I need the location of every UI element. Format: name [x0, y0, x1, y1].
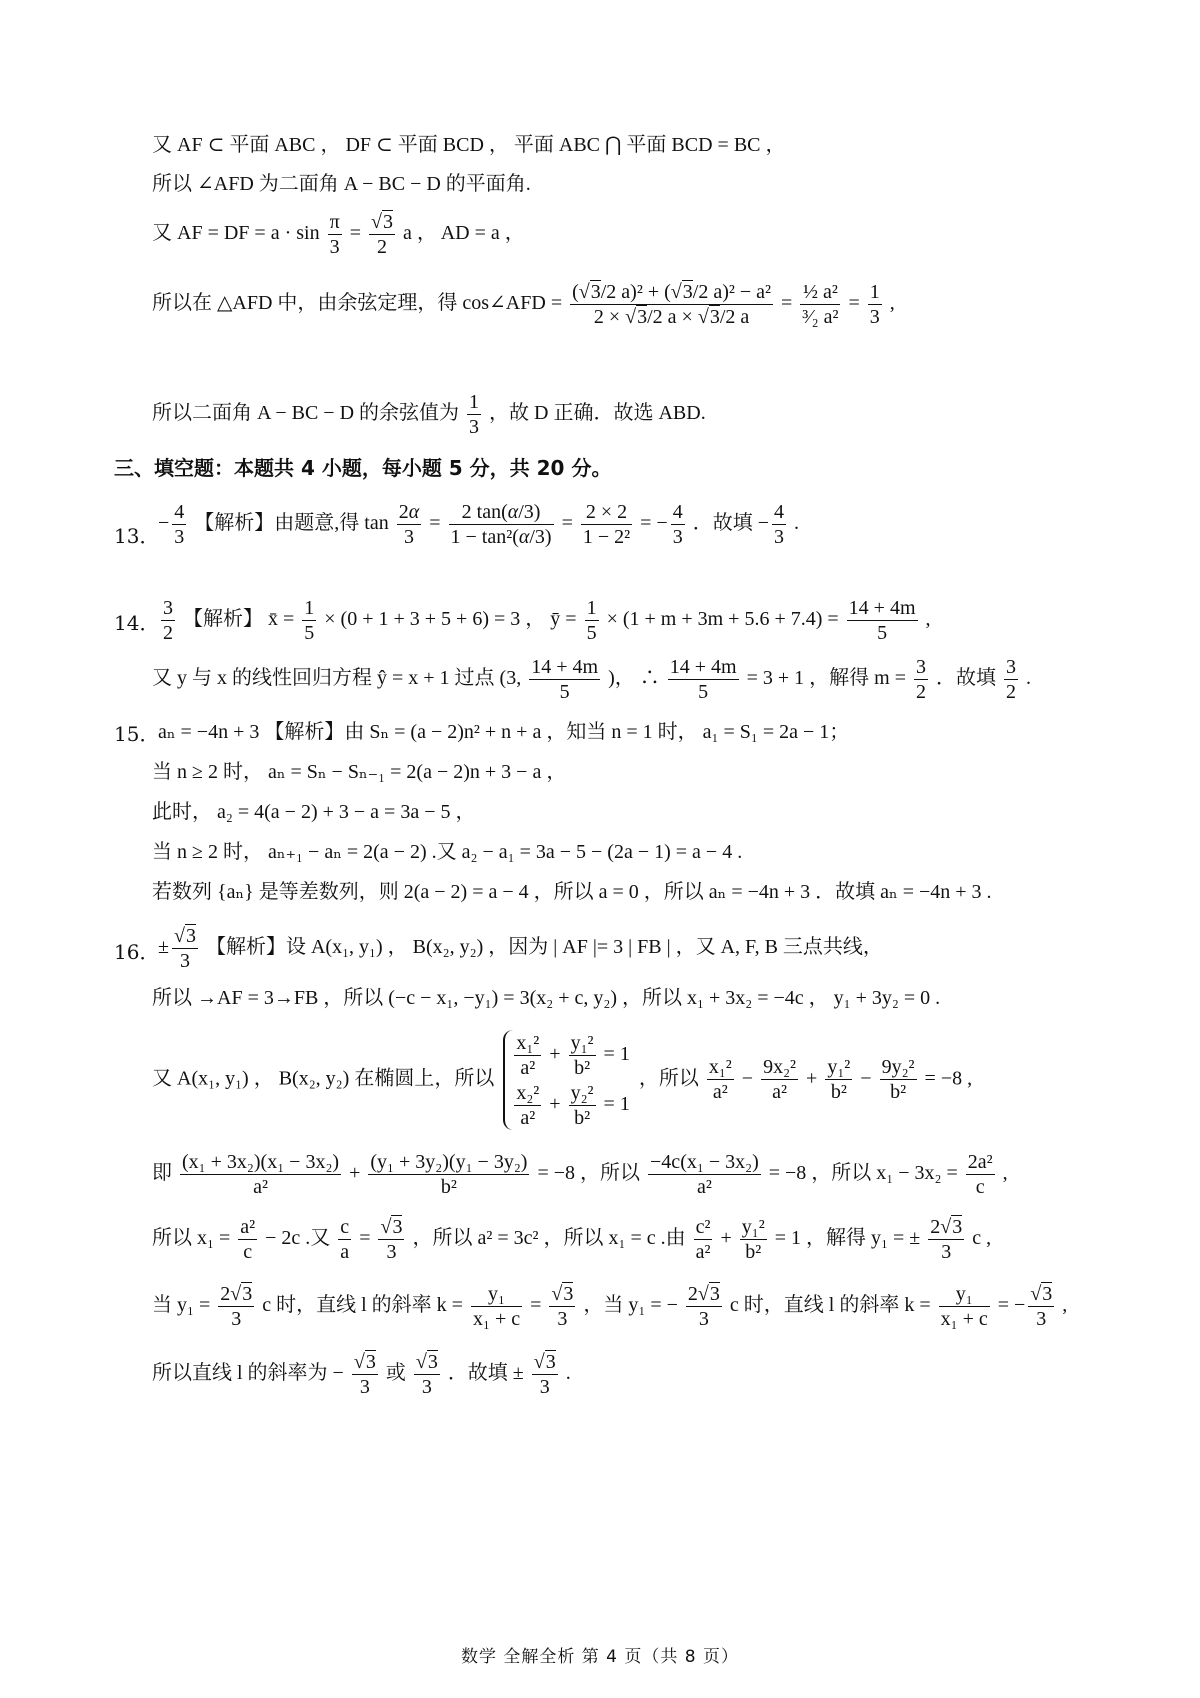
q15-line-3: 此时， a₂ = 4(a − 2) + 3 − a = 3a − 5 ， [152, 801, 476, 823]
q14-line-1: $\frac{3}{2}$ 【解析】 x̄ = $\frac{1}{5}$ × (0 + 1 + 3 + 5 + 6) = 3 ， ȳ = $\frac{1}{5}$ × (1 + m + 3m + 5.6 + 7.4) = $\frac{14 + 4m}{5}$ , [163, 597, 931, 644]
line-3: 又 AF = DF = a · sin $\frac{\pi}{3}$ = $\frac{√3}{2}$ a ， AD = a ， [152, 211, 525, 258]
q15-number: 15． [114, 722, 160, 746]
line-2: 所以 ∠AFD 为二面角 A − BC − D 的平面角. [152, 173, 531, 195]
q15-line-1: aₙ = −4n + 3 【解析】由 Sₙ = (a − 2)n² + n + a ，知当 n = 1 时， a₁ = S₁ = 2a − 1； [158, 721, 850, 743]
section-heading: 三、填空题：本题共 4 小题，每小题 5 分，共 20 分。 [114, 456, 612, 480]
q16-line-1: ± $\frac{√3}{3}$ 【解析】设 A(x₁, y₁) ， B(x₂, y₂) ，因为 | AF |= 3 | FB | ，又 A, F, B 三点共线， [158, 925, 883, 972]
page-footer: 数学 全解全析 第 4 页（共 8 页） [460, 1647, 740, 1667]
q13-number: 13． [114, 524, 160, 548]
q16-line-3: 又 A(x₁, y₁) ， B(x₂, y₂) 在椭圆上，所以 $\frac{\text{x₁²}}{\text{a²}}$ + $\frac{\text{y₁²}}{\text{b²}}$ = 1 $\frac{\text{x₂²}}{\text{a²}}$ + $\frac{\text{y₂²}}{\text{b²}}$ = 1 ，所以 $\frac{\text{x₁²}}{\text{a²}}$ − $\frac{\text{9x₂²}}{\text{a²}}$ + $\frac{\text{y₁²}}{\text{b²}}$ − $\frac{\text{9y₂²}}{\text{b²}}$ = −8 , [152, 1031, 973, 1129]
q15-line-5: 若数列 {aₙ} 是等差数列，则 2(a − 2) = a − 4 ，所以 a = 0 ，所以 aₙ = −4n + 3 ．故填 aₙ = −4n + 3 . [152, 881, 992, 903]
q15-line-4: 当 n ≥ 2 时， aₙ₊₁ − aₙ = 2(a − 2) .又 a₂ − a₁ = 3a − 5 − (2a − 1) = a − 4 . [152, 841, 743, 863]
q16-line-7: 所以直线 l 的斜率为 − $\frac{√3}{3}$ 或 $\frac{√3}{3}$ ．故填 ± $\frac{√3}{3}$ . [152, 1351, 571, 1398]
q13-solution: − $\frac{4}{3}$ 【解析】由题意,得 tan $\frac{2\alpha}{3}$ = $\frac{2 \tan(\alpha/3)}{\text{1 − tan²(α/3)}}$ = $\frac{2 \times 2}{\text{1 − 2²}}$ = − $\frac{4}{3}$ ．故填 − $\frac{4}{3}$ . [158, 501, 799, 548]
line-4-cosine: 所以在 △AFD 中，由余弦定理，得 cos∠AFD = $\frac{\text{(√3/2 a)² + (√3/2 a)² − a²}}{2 \times √3/2 a \times √3/2 a}$ = $\frac{\text{½ a²}}{\text{³⁄₂ a²}}$ = $\frac{1}{3}$ , [152, 281, 895, 328]
q16-line-4: 即 $\frac{\text{(x₁ + 3x₂)(x₁ − 3x₂)}}{\text{a²}}$ + $\frac{\text{(y₁ + 3y₂)(y₁ − 3y₂)}}{\text{b²}}$ = −8 ，所以 $\frac{\text{−4c(x₁ − 3x₂)}}{\text{a²}}$ = −8 ，所以 x₁ − 3x₂ = $\frac{\text{2a²}}{c}$ , [152, 1151, 1008, 1198]
line-5-conclusion: 所以二面角 A − BC − D 的余弦值为 $\frac{1}{3}$ ，故 D 正确．故选 ABD. [152, 391, 706, 438]
q14-line-2: 又 y 与 x 的线性回归方程 ŷ = x + 1 过点 (3, $\frac{14 + 4m}{5}$ )， ∴ $\frac{14 + 4m}{5}$ = 3 + 1 ，解得 m = $\frac{3}{2}$ ．故填 $\frac{3}{2}$ . [152, 656, 1031, 703]
q16-line-5: 所以 x₁ = $\frac{\text{a²}}{c}$ − 2c .又 $\frac{c}{a}$ = $\frac{√3}{3}$ ，所以 a² = 3c² ，所以 x₁ = c .由 $\frac{\text{c²}}{\text{a²}}$ + $\frac{\text{y₁²}}{\text{b²}}$ = 1 ，解得 y₁ = ± $\frac{2√3}{3}$ c , [152, 1216, 992, 1263]
q16-line-2: 所以 →AF = 3→FB ，所以 (−c − x₁, −y₁) = 3(x₂ + c, y₂) ，所以 x₁ + 3x₂ = −4c ， y₁ + 3y₂ = 0 . [152, 987, 941, 1009]
equation-system: $\frac{\text{x₁²}}{\text{a²}}$ + $\frac{\text{y₁²}}{\text{b²}}$ = 1 $\frac{\text{x₂²}}{\text{a²}}$ + $\frac{\text{y₂²}}{\text{b²}}$ = 1 [503, 1030, 630, 1130]
line-1: 又 AF ⊂ 平面 ABC ， DF ⊂ 平面 BCD ， 平面 ABC ⋂ 平面 BCD = BC ， [152, 134, 786, 156]
q16-number: 16． [114, 940, 160, 964]
q16-line-6: 当 y₁ = $\frac{2√3}{3}$ c 时，直线 l 的斜率 k = $\frac{\text{y₁}}{\text{x₁ + c}}$ = $\frac{√3}{3}$ ，当 y₁ = − $\frac{2√3}{3}$ c 时，直线 l 的斜率 k = $\frac{\text{y₁}}{\text{x₁ + c}}$ = − $\frac{√3}{3}$ , [152, 1283, 1068, 1330]
q14-number: 14． [114, 611, 160, 635]
q15-line-2: 当 n ≥ 2 时， aₙ = Sₙ − Sₙ₋₁ = 2(a − 2)n + 3 − a ， [152, 761, 567, 783]
